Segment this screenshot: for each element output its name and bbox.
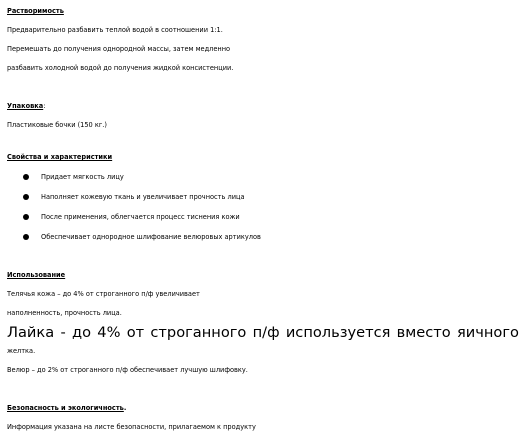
usage-word: - <box>60 324 66 341</box>
solubility-line-2: Перемешать до получения однородной массы, затем медленно <box>7 45 231 53</box>
solubility-line-3: разбавить холодной водой до получения жидкой консистенции. <box>7 64 234 72</box>
safety-heading-line <box>7 399 522 418</box>
usage-word: от <box>126 324 145 341</box>
usage-word: п/ф <box>252 324 280 341</box>
usage-word: строганного <box>150 324 247 341</box>
list-item <box>7 187 522 207</box>
solubility-line-1: Предварительно разбавить теплой водой в соотношении 1:1. <box>7 26 223 34</box>
list-item <box>7 167 522 187</box>
bullet-icon <box>23 194 29 200</box>
usage-line-2: наполненность, прочность лица. <box>7 309 122 317</box>
packaging-heading: Упаковка <box>7 102 44 110</box>
properties-list <box>7 167 522 247</box>
bullet-icon <box>23 214 29 220</box>
solubility-heading: Растворимость <box>7 7 64 15</box>
usage-line-1: Телячья кожа – до 4% от строганного п/ф увеличивает <box>7 290 200 298</box>
bullet-icon <box>23 174 29 180</box>
usage-line-4: желтка. <box>7 347 36 355</box>
packaging-colon: : <box>43 102 46 110</box>
usage-line-5: Велюр – до 2% от строганного п/ф обеспечивает лучшую шлифовку. <box>7 366 248 374</box>
section-spacer <box>7 135 522 148</box>
list-item <box>7 207 522 227</box>
safety-period: . <box>123 404 127 412</box>
list-item-text: Обеспечивает однородное шлифование велюровых артикулов <box>41 233 261 241</box>
safety-text: Информация указана на листе безопасности, прилагаемом к продукту <box>7 423 256 431</box>
section-spacer <box>7 78 522 97</box>
bullet-icon <box>23 234 29 240</box>
packaging-heading-line <box>7 97 522 116</box>
usage-heading: Использование <box>7 271 66 279</box>
usage-word: Лайка <box>7 324 55 341</box>
section-spacer <box>7 380 522 399</box>
usage-word: вместо <box>396 324 451 341</box>
usage-word: 4% <box>97 324 121 341</box>
safety-heading: Безопасность и экологичность <box>7 404 124 412</box>
packaging-text: Пластиковые бочки (150 кг.) <box>7 121 107 129</box>
properties-heading: Свойства и характеристики <box>7 153 113 161</box>
usage-word: яичного <box>456 324 519 341</box>
usage-word: до <box>71 324 92 341</box>
document-page <box>7 2 522 437</box>
section-spacer <box>7 247 522 266</box>
usage-word: используется <box>285 324 391 341</box>
list-item-text: Придает мягкость лицу <box>41 173 124 181</box>
usage-line-3 <box>7 323 519 342</box>
list-item-text: Наполняет кожевую ткань и увеличивает прочность лица <box>41 193 245 201</box>
list-item <box>7 227 522 247</box>
list-item-text: После применения, облегчается процесс тиснения кожи <box>41 213 240 221</box>
